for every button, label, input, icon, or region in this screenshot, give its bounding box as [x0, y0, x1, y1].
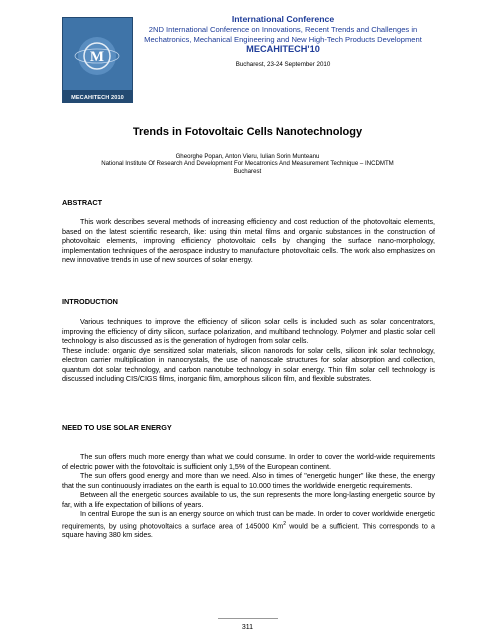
abstract-body	[62, 218, 435, 266]
need-paragraph-4-superscript: 2	[283, 520, 286, 527]
city: Bucharest	[233, 167, 262, 175]
conference-subtitle: 2ND International Conference on Innovations, Recent Trends and Challenges in Mechatronics, Mechanical Engineering and New High-Tech Products Development	[144, 25, 422, 44]
conference-title: International Conference	[231, 14, 335, 24]
introduction-body	[62, 318, 435, 385]
need-paragraph-3: Between all the energetic sources available to us, the sun represents the more long-lasting energetic source by far, with a life expectation of billions of years.	[62, 491, 435, 509]
need-paragraph-4-part-a: In central Europe the sun is an energy source on which trust can be made. In order to cover worldwide energetic requirements, by using photovoltaics a surface area of 145000 Km	[62, 510, 435, 530]
logo-emblem-letter: M	[89, 49, 105, 65]
need-paragraph-4-part-b: would be a sufficient. This corresponds to a square having 380 km sides.	[62, 521, 435, 540]
affiliation: National Institute Of Research And Development For Mecatronics And Measurement Technique – INCDMTM	[101, 160, 394, 168]
page-number: 311	[241, 624, 254, 631]
introduction-paragraph-1: Various techniques to improve the efficiency of silicon solar cells is included such as solar concentrators, improving the efficiency of dirty silicon, surface polarization, and multiband technology. Polymer and plastic solar cell technology is also discussed as is the generation of hydrogen from solar cells.	[62, 318, 435, 345]
logo-label: MECAHITECH 2010	[71, 95, 124, 101]
need-paragraph-4	[62, 510, 435, 541]
need-paragraph-2: The sun offers good energy and more than we need. Also in times of "energetic hunger" like these, the energy that the sun continuously irradiates on the earth is equal to 10.000 times the worldwide energetic requirements.	[62, 472, 435, 490]
logo-emblem-icon	[63, 18, 132, 102]
authors-block	[28, 153, 467, 175]
abstract-heading: ABSTRACT	[62, 198, 103, 207]
need-paragraph-1: The sun offers much more energy than what we could consume. In order to cover the world-wide requirements of electric power with the fotovoltaic is sufficient only 1,5% of the European continent.	[62, 453, 435, 471]
need-body	[62, 453, 435, 541]
conference-name: MECAHITECH'10	[246, 44, 320, 55]
introduction-heading: INTRODUCTION	[62, 297, 118, 306]
conference-logo	[62, 17, 133, 103]
need-heading: NEED TO USE SOLAR ENERGY	[62, 423, 172, 432]
authors: Gheorghe Popan, Anton Vieru, Iulian Sorin Munteanu	[175, 153, 320, 160]
conference-header	[132, 14, 434, 70]
abstract-paragraph: This work describes several methods of increasing efficiency and cost reduction of the photovoltaic elements, based on the latest scientific research, like: using thin metal films and organic substances in the construction of photovoltaic elements, improving efficiency photovoltaic cells by changing the surface nano-morphology, implementation techniques of the aerospace industry to manufacture photovoltaic cells. The work also emphasizes on new innovative trends in use of new sources of solar energy.	[62, 218, 435, 264]
introduction-paragraph-2: These include: organic dye sensitized solar materials, silicon nanorods for solar cells, silicon ink solar technology, electron carrier multiplication in nanocrystals, the use of nanoscale structures for solar absorption and collection, quantum dot solar technology, and carbon nanotube technology in solar energy. Thin film solar cell technology is discussed including CIS/CIGS films, inorganic film, amorphous silicon film, and flexible substrates.	[62, 346, 435, 383]
footer-divider	[218, 618, 278, 619]
paper-title: Trends in Fotovoltaic Cells Nanotechnology	[132, 126, 363, 138]
conference-place-date: Bucharest, 23-24 September 2010	[235, 61, 331, 69]
